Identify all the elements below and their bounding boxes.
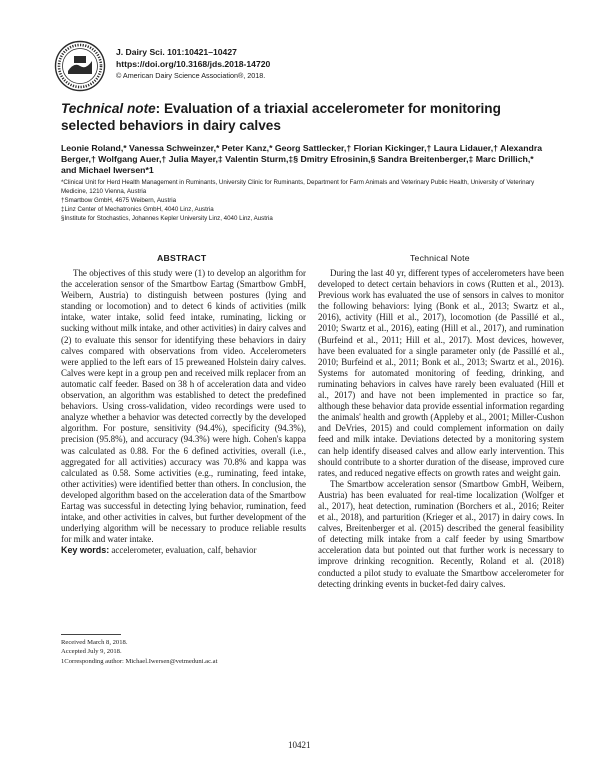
title-prefix: Technical note xyxy=(61,101,156,116)
copyright-notice: © American Dairy Science Association®, 2018. xyxy=(116,71,266,80)
keywords-label: Key words: xyxy=(61,545,110,556)
keywords-text: accelerometer, evaluation, calf, behavior xyxy=(109,545,257,556)
article-title xyxy=(61,100,541,134)
journal-logo xyxy=(54,40,106,92)
footnote-rule xyxy=(61,634,121,635)
body-paragraph-2: The Smartbow acceleration sensor (Smartbow GmbH, Weibern, Austria) has been evaluated for real-time localization (Wolfger et al., 2017), heat detection, rumination (Borchers et al., 2016; Reiter et al., 2018), and parturition (Krieger et al., 2017) in dairy cows. In calves, Breitenberger et al. (2015) described the general feasibility of detecting milk intake from a calf feeder by using Smartbow acceleration data but pointed out that further work is necessary to improve drinking recognition. Recently, Roland et al. (2018) conducted a pilot study to evaluate the Smartbow accelerometer for detecting drinking events in bucket-fed dairy calves. xyxy=(318,478,564,589)
affiliations xyxy=(61,179,551,224)
body-column xyxy=(318,268,564,590)
masthead xyxy=(116,47,270,82)
footnotes xyxy=(61,638,217,666)
journal-citation: J. Dairy Sci. 101:10421–10427 xyxy=(116,47,237,57)
technical-note-heading: Technical Note xyxy=(410,253,470,263)
author-list: Leonie Roland,* Vanessa Schweinzer,* Peter Kanz,* Georg Sattlecker,† Florian Kickinger,† Laura Lidauer,† Alexandra Berger,† Wolfgang Auer,† Julia Mayer,‡ Valentin Sturm,‡§ Dmitry Efrosinin,§ Sandra Breitenberger,‡ Marc Drillich,* and Michael Iwersen*1 xyxy=(61,143,543,176)
affiliation-4: §Institute for Stochastics, Johannes Kepler University Linz, 4040 Linz, Austria xyxy=(61,214,273,222)
abstract-text: The objectives of this study were (1) to develop an algorithm for the acceleration sensor of the Smartbow Eartag (Smartbow GmbH, Weibern, Austria) to distinguish between postures (lying and standing or locomotion) and to detect 6 kinds of activities (milk intake, water intake, solid feed intake, ruminating, licking or sucking without milk intake, and other activities) in dairy calves and (2) to evaluate this sensor for identifying these behaviors in dairy calves compared with observations from video. Accelerometers were applied to the left ears of 15 preweaned Holstein dairy calves. Calves were kept in a group pen and received milk replacer from an automatic calf feeder. Based on 38 h of acceleration data and video observation, an algorithm was established to detect the predefined behaviors. Using cross-validation, video recordings were used to analyze whether a behavior was detected correctly by the developed algorithm. For posture, sensitivity (94.4%), specificity (94.3%), precision (95.8%), and accuracy (94.3%) were high. Cohen's kappa was calculated as 0.88. For the 6 defined activities, overall (i.e., aggregated for all activities) accuracy was 70.8% and kappa was calculated as 0.58. Some activities (e.g., ruminating, feed intake, other activities) were identified better than others. In conclusion, the developed algorithm based on the acceleration data of the Smartbow Eartag was successful in detecting lying behavior, rumination, feed intake, and other activities in calves, but further development of the underlying algorithm will be necessary to produce reliable results for milk and water intake. xyxy=(61,268,306,545)
accepted-date: Accepted July 9, 2018. xyxy=(61,648,122,656)
affiliation-1: *Clinical Unit for Herd Health Management in Ruminants, University Clinic for Ruminants, Department for Farm Animals and Veterinary Public Health, University of Veterinary Medicine, 1210 Vienna, Austria xyxy=(61,179,535,195)
received-date: Received March 8, 2018. xyxy=(61,639,128,646)
doi-link[interactable]: https://doi.org/10.3168/jds.2018-14720 xyxy=(116,58,271,69)
affiliation-3: ‡Linz Center of Mechatronics GmbH, 4040 Linz, Austria xyxy=(61,205,214,213)
page-number: 10421 xyxy=(288,740,311,750)
body-paragraph-1: During the last 40 yr, different types of accelerometers have been developed to detect certain behaviors in cows (Rutten et al., 2013). Previous work has evaluated the use of sensors in calves to monitor the following behaviors: lying (Bonk et al., 2013; Swartz et al., 2016), activity (Hill et al., 2017), locomotion (de Passillé et al., 2010; Swartz et al., 2016), eating (Hill et al., 2017), and rumination (Burfeind et al., 2011; Hill et al., 2017). Most devices, however, have been evaluated for a single parameter only (de Passillé et al., 2010; Burfeind et al., 2011; Bonk et al., 2013; Swartz et al., 2016). Systems for automated monitoring of feeding, drinking, and ruminating behaviors in calves have rarely been evaluated (Hill et al., 2017) and have not been implemented in practice so far, although these behavior data provide essential information regarding the animals' health and growth (Appleby et al., 2001; Miller-Cushon and DeVries, 2015) and could complement information on daily feed and milk intake. Deviations detected by a monitoring system can help identify diseased calves and allow early intervention. This should contribute to a shorter duration of the disease, improved cure rates, and reduced negative effects on growth rates and weight gain. xyxy=(318,268,564,478)
corresponding-author: 1Corresponding author: Michael.Iwersen@vetmeduni.ac.at xyxy=(61,657,218,665)
ads-seal-icon xyxy=(54,40,106,92)
affiliation-2: †Smartbow GmbH, 4675 Weibern, Austria xyxy=(61,196,177,204)
abstract-heading: ABSTRACT xyxy=(157,253,207,263)
abstract-column xyxy=(61,268,306,556)
title-rest: : Evaluation of a triaxial accelerometer for monitoring selected behaviors in dairy calves xyxy=(61,101,501,133)
keywords-line xyxy=(61,545,306,556)
